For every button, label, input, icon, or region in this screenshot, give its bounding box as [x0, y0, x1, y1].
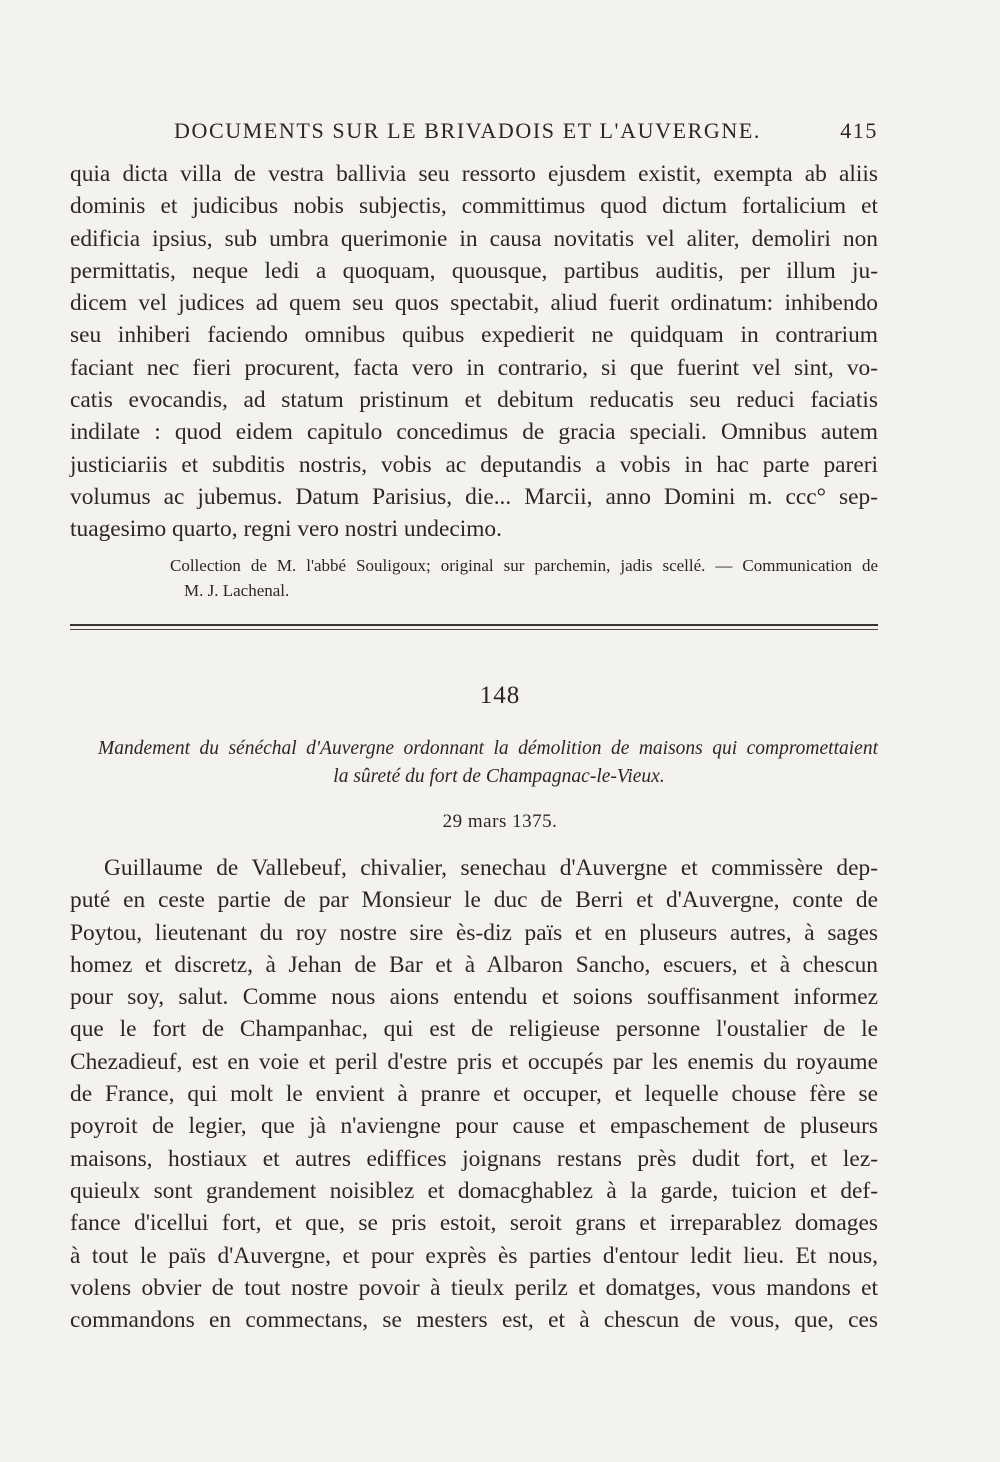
text-line: Poytou, lieutenant du roy nostre sire ès-diz païs et en pluseurs autres, à sages	[70, 919, 878, 946]
text-line: fance d'icellui fort, et que, se pris estoit, seroit grans et irreparablez domages	[70, 1210, 878, 1237]
section-divider-thin	[70, 629, 878, 630]
text-line: commandons en commectans, se mesters est, et à chescun de vous, que, ces	[70, 1307, 878, 1334]
text-line: quia dicta villa de vestra ballivia seu ressorto ejusdem existit, exempta ab aliis	[70, 161, 878, 187]
text-line: permittatis, neque ledi a quoquam, quousque, partibus auditis, per illum ju-	[70, 257, 878, 284]
running-head-title: DOCUMENTS SUR LE BRIVADOIS ET L'AUVERGNE.	[174, 118, 761, 143]
text-line: poyroit de legier, que jà n'aviengne pour cause et empaschement de pluseurs	[70, 1113, 878, 1140]
text-line: volens obvier de tout nostre povoir à tieulx perilz et domatges, vous mandons et	[70, 1274, 878, 1301]
text-line: dominis et judicibus nobis subjectis, committimus quod dictum fortalicium et	[70, 193, 878, 220]
text-line: Chezadieuf, est en voie et peril d'estre pris et occupés par les enemis du royaume	[70, 1048, 878, 1075]
text-line: seu inhiberi faciendo omnibus quibus expedierit ne quidquam in contrarium	[70, 322, 878, 349]
page-number: 415	[840, 118, 878, 143]
source-note	[70, 553, 878, 603]
latin-text-block	[70, 158, 878, 546]
text-line: que le fort de Champanhac, qui est de religieuse personne l'oustalier de le	[70, 1016, 878, 1043]
document-title-line: la sûreté du fort de Champagnac-le-Vieux.	[333, 766, 665, 787]
text-line: de France, qui molt le envient à pranre et occuper, et lequelle chouse fère se	[70, 1081, 878, 1108]
text-line: Guillaume de Vallebeuf, chivalier, senechau d'Auvergne et commissère dep-	[104, 855, 878, 881]
text-line: homez et discretz, à Jehan de Bar et à Albaron Sancho, escuers, et à chescun	[70, 951, 878, 978]
text-line: catis evocandis, ad statum pristinum et debitum reducatis seu reduci faciatis	[70, 387, 878, 414]
text-line: edificia ipsius, sub umbra querimonie in causa novitatis vel aliter, demoliri non	[70, 225, 878, 252]
section-divider	[70, 624, 878, 626]
text-line: volumus ac jubemus. Datum Parisius, die... Marcii, anno Domini m. ccc° sep-	[70, 483, 878, 510]
document-number: 148	[479, 682, 521, 709]
french-text-block	[70, 852, 878, 1336]
document-title	[70, 735, 878, 791]
text-line: à tout le païs d'Auvergne, et pour exprès ès parties d'entour ledit lieu. Et nous,	[70, 1242, 878, 1269]
text-line: maisons, hostiaux et autres ediffices joignans restans près dudit fort, et lez-	[70, 1145, 878, 1172]
text-line: faciant nec fieri procurent, facta vero in contrario, si que fuerint vel sint, vo-	[70, 354, 878, 381]
document-date: 29 mars 1375.	[442, 811, 558, 832]
text-line: puté en ceste partie de par Monsieur le duc de Berri et d'Auvergne, conte de	[70, 887, 878, 914]
text-line: tuagesimo quarto, regni vero nostri undecimo.	[70, 516, 502, 543]
text-line: pour soy, salut. Comme nous aions entendu et soions souffisanment informez	[70, 984, 878, 1011]
text-line: dicem vel judices ad quem seu quos spectabit, aliud fuerit ordinatum: inhibendo	[70, 290, 878, 317]
document-title-line: Mandement du sénéchal d'Auvergne ordonnant la démolition de maisons qui compromettaient	[98, 738, 878, 759]
source-note-line: M. J. Lachenal.	[184, 581, 290, 600]
source-note-line: Collection de M. l'abbé Souligoux; original sur parchemin, jadis scellé. — Communication de	[170, 556, 878, 575]
text-line: justiciariis et subditis nostris, vobis ac deputandis a vobis in hac parte pareri	[70, 451, 878, 478]
text-line: quieulx sont grandement noisiblez et domacghablez à la garde, tuicion et def-	[70, 1177, 878, 1204]
text-line: indilate : quod eidem capitulo concedimus de gracia speciali. Omnibus autem	[70, 419, 878, 446]
